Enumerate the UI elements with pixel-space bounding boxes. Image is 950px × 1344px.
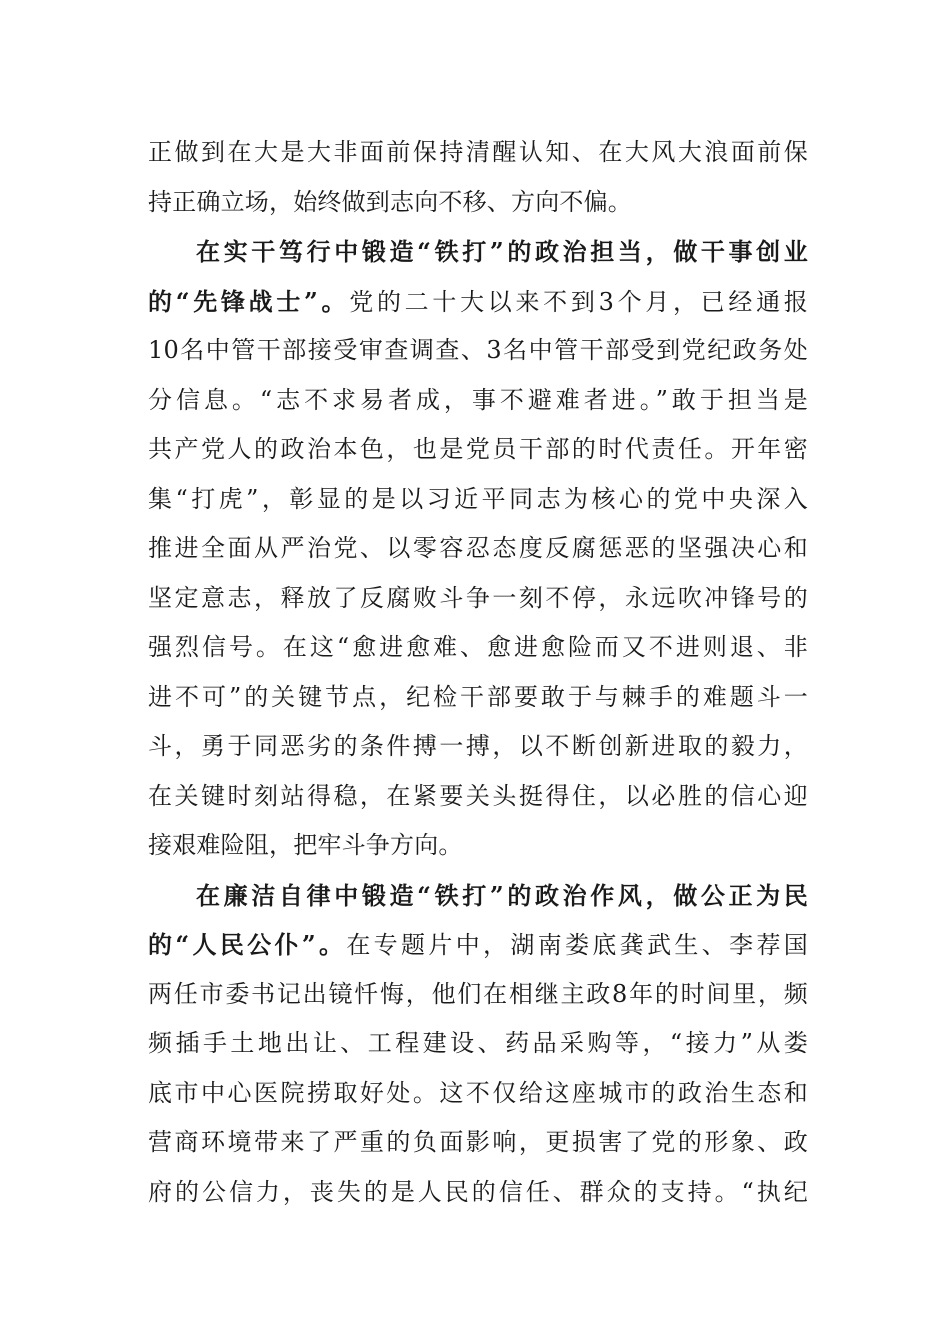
section-heading-line: [148, 227, 808, 277]
text-line: 频插手土地出让、工程建设、药品采购等，“接力”从娄: [148, 1029, 808, 1057]
text-line: 推进全面从严治党、以零容忍态度反腐惩恶的坚强决心和: [148, 534, 808, 562]
body-text: 党的二十大以来不到3个月，已经通报: [349, 287, 808, 316]
text-line: 进不可”的关键节点，纪检干部要敢于与棘手的难题斗一: [148, 682, 808, 711]
text-line: 强烈信号。在这“愈进愈难、愈进愈险而又不进则退、非: [148, 633, 808, 661]
text-line: 坚定意志，释放了反腐败斗争一刻不停，永远吹冲锋号的: [148, 583, 808, 612]
text-line: 10名中管干部接受审查调查、3名中管干部受到党纪政务处: [148, 336, 808, 364]
text-line: 接艰难险阻，把牢斗争方向。: [148, 831, 463, 859]
document-body: [148, 128, 808, 1217]
section-heading-line: [148, 871, 808, 921]
text-line: 集“打虎”，彰显的是以习近平同志为核心的党中央深入: [148, 484, 808, 513]
text-line: 分信息。“志不求易者成，事不避难者进。”敢于担当是: [148, 385, 808, 414]
body-text: 在专题片中，湖南娄底龚武生、李荐国: [346, 931, 808, 959]
section-heading-continuation: [148, 277, 808, 327]
heading-text: 的“先锋战士”。: [148, 286, 350, 316]
text-line: 共产党人的政治本色，也是党员干部的时代责任。开年密: [148, 435, 808, 463]
text-line: 底市中心医院捞取好处。这不仅给这座城市的政治生态和: [148, 1078, 808, 1107]
text-line: 正做到在大是大非面前保持清醒认知、在大风大浪面前保: [148, 138, 808, 166]
text-line: 两任市委书记出镜忏悔，他们在相继主政8年的时间里，频: [148, 979, 808, 1008]
heading-text: 在实干笃行中锻造“铁打”的政治担当，做干事创业: [196, 237, 808, 266]
text-line: 营商环境带来了严重的负面影响，更损害了党的形象、政: [148, 1128, 808, 1156]
heading-text: 在廉洁自律中锻造“铁打”的政治作风，做公正为民: [196, 880, 808, 910]
text-line: 府的公信力，丧失的是人民的信任、群众的支持。“执纪: [148, 1177, 808, 1206]
section-heading-continuation: [148, 920, 808, 970]
heading-text: 的“人民公仆”。: [148, 930, 347, 959]
text-line: 持正确立场，始终做到志向不移、方向不偏。: [148, 187, 632, 216]
text-line: 在关键时刻站得稳，在紧要关头挺得住，以必胜的信心迎: [148, 781, 808, 810]
text-line: 斗，勇于同恶劣的条件搏一搏，以不断创新进取的毅力，: [148, 732, 808, 760]
